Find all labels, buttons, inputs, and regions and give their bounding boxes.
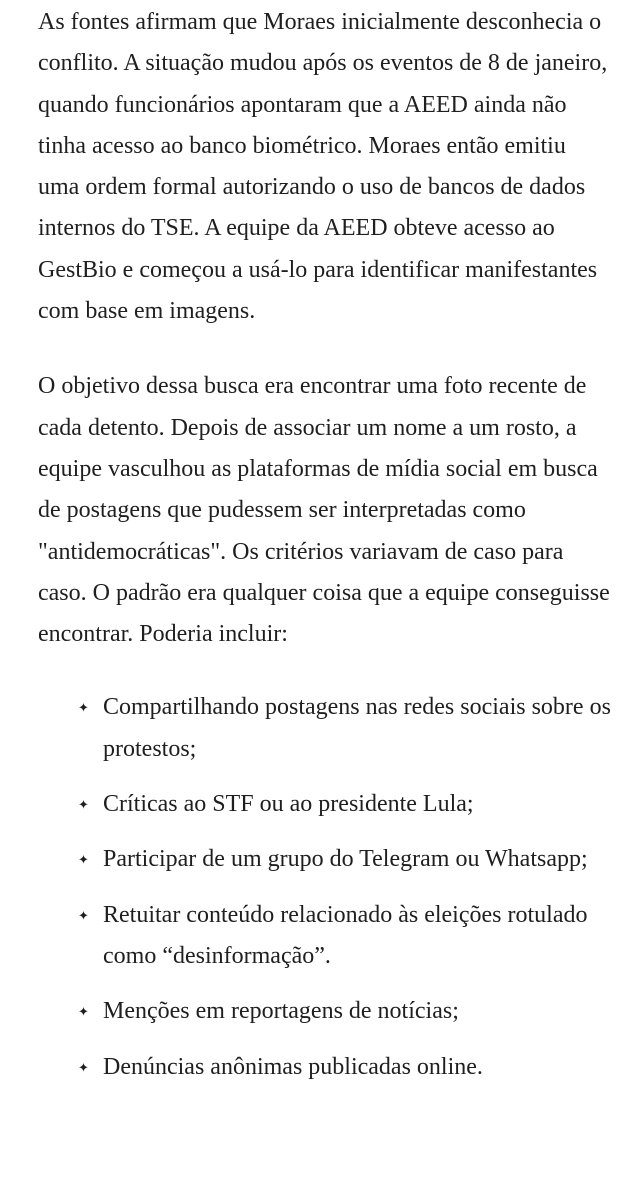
list-item-text: Participar de um grupo do Telegram ou Whatsapp; bbox=[103, 846, 588, 873]
bullet-icon: ✦ bbox=[78, 797, 89, 813]
list-item bbox=[38, 1047, 613, 1088]
list-item bbox=[38, 687, 613, 770]
bullet-icon: ✦ bbox=[78, 1059, 89, 1075]
bullet-icon: ✦ bbox=[78, 1004, 89, 1020]
list-item bbox=[38, 784, 613, 825]
article-body bbox=[38, 0, 613, 1088]
list-item bbox=[38, 895, 613, 978]
bullet-icon: ✦ bbox=[78, 852, 89, 868]
list-item-text: Retuitar conteúdo relacionado às eleições rotulado como “desinformação”. bbox=[103, 901, 588, 969]
bullet-icon: ✦ bbox=[78, 907, 89, 923]
paragraph-conflict: As fontes afirmam que Moraes inicialmente desconhecia o conflito. A situação mudou após os eventos de 8 de janeiro, quando funcionários apontaram que a AEED ainda não tinha acesso ao banco biométrico. Moraes então emitiu uma ordem formal autorizando o uso de bancos de dados internos do TSE. A equipe da AEED obteve acesso ao GestBio e começou a usá-lo para identificar manifestantes com base em imagens. bbox=[38, 9, 608, 325]
criteria-list bbox=[38, 687, 613, 1087]
list-item-text: Críticas ao STF ou ao presidente Lula; bbox=[103, 791, 474, 818]
list-item-text: Compartilhando postagens nas redes sociais sobre os protestos; bbox=[103, 694, 611, 762]
list-item-text: Denúncias anônimas publicadas online. bbox=[103, 1053, 483, 1080]
list-item bbox=[38, 991, 613, 1032]
paragraph-search-goal: O objetivo dessa busca era encontrar uma foto recente de cada detento. Depois de associar um nome a um rosto, a equipe vasculhou as plataformas de mídia social em busca de postagens que pudessem ser interpretadas como "antidemocráticas". Os critérios variavam de caso para caso. O padrão era qualquer coisa que a equipe conseguisse encontrar. Poderia incluir: bbox=[38, 373, 610, 648]
bullet-icon: ✦ bbox=[78, 700, 89, 716]
list-item bbox=[38, 839, 613, 880]
list-item-text: Menções em reportagens de notícias; bbox=[103, 998, 459, 1025]
